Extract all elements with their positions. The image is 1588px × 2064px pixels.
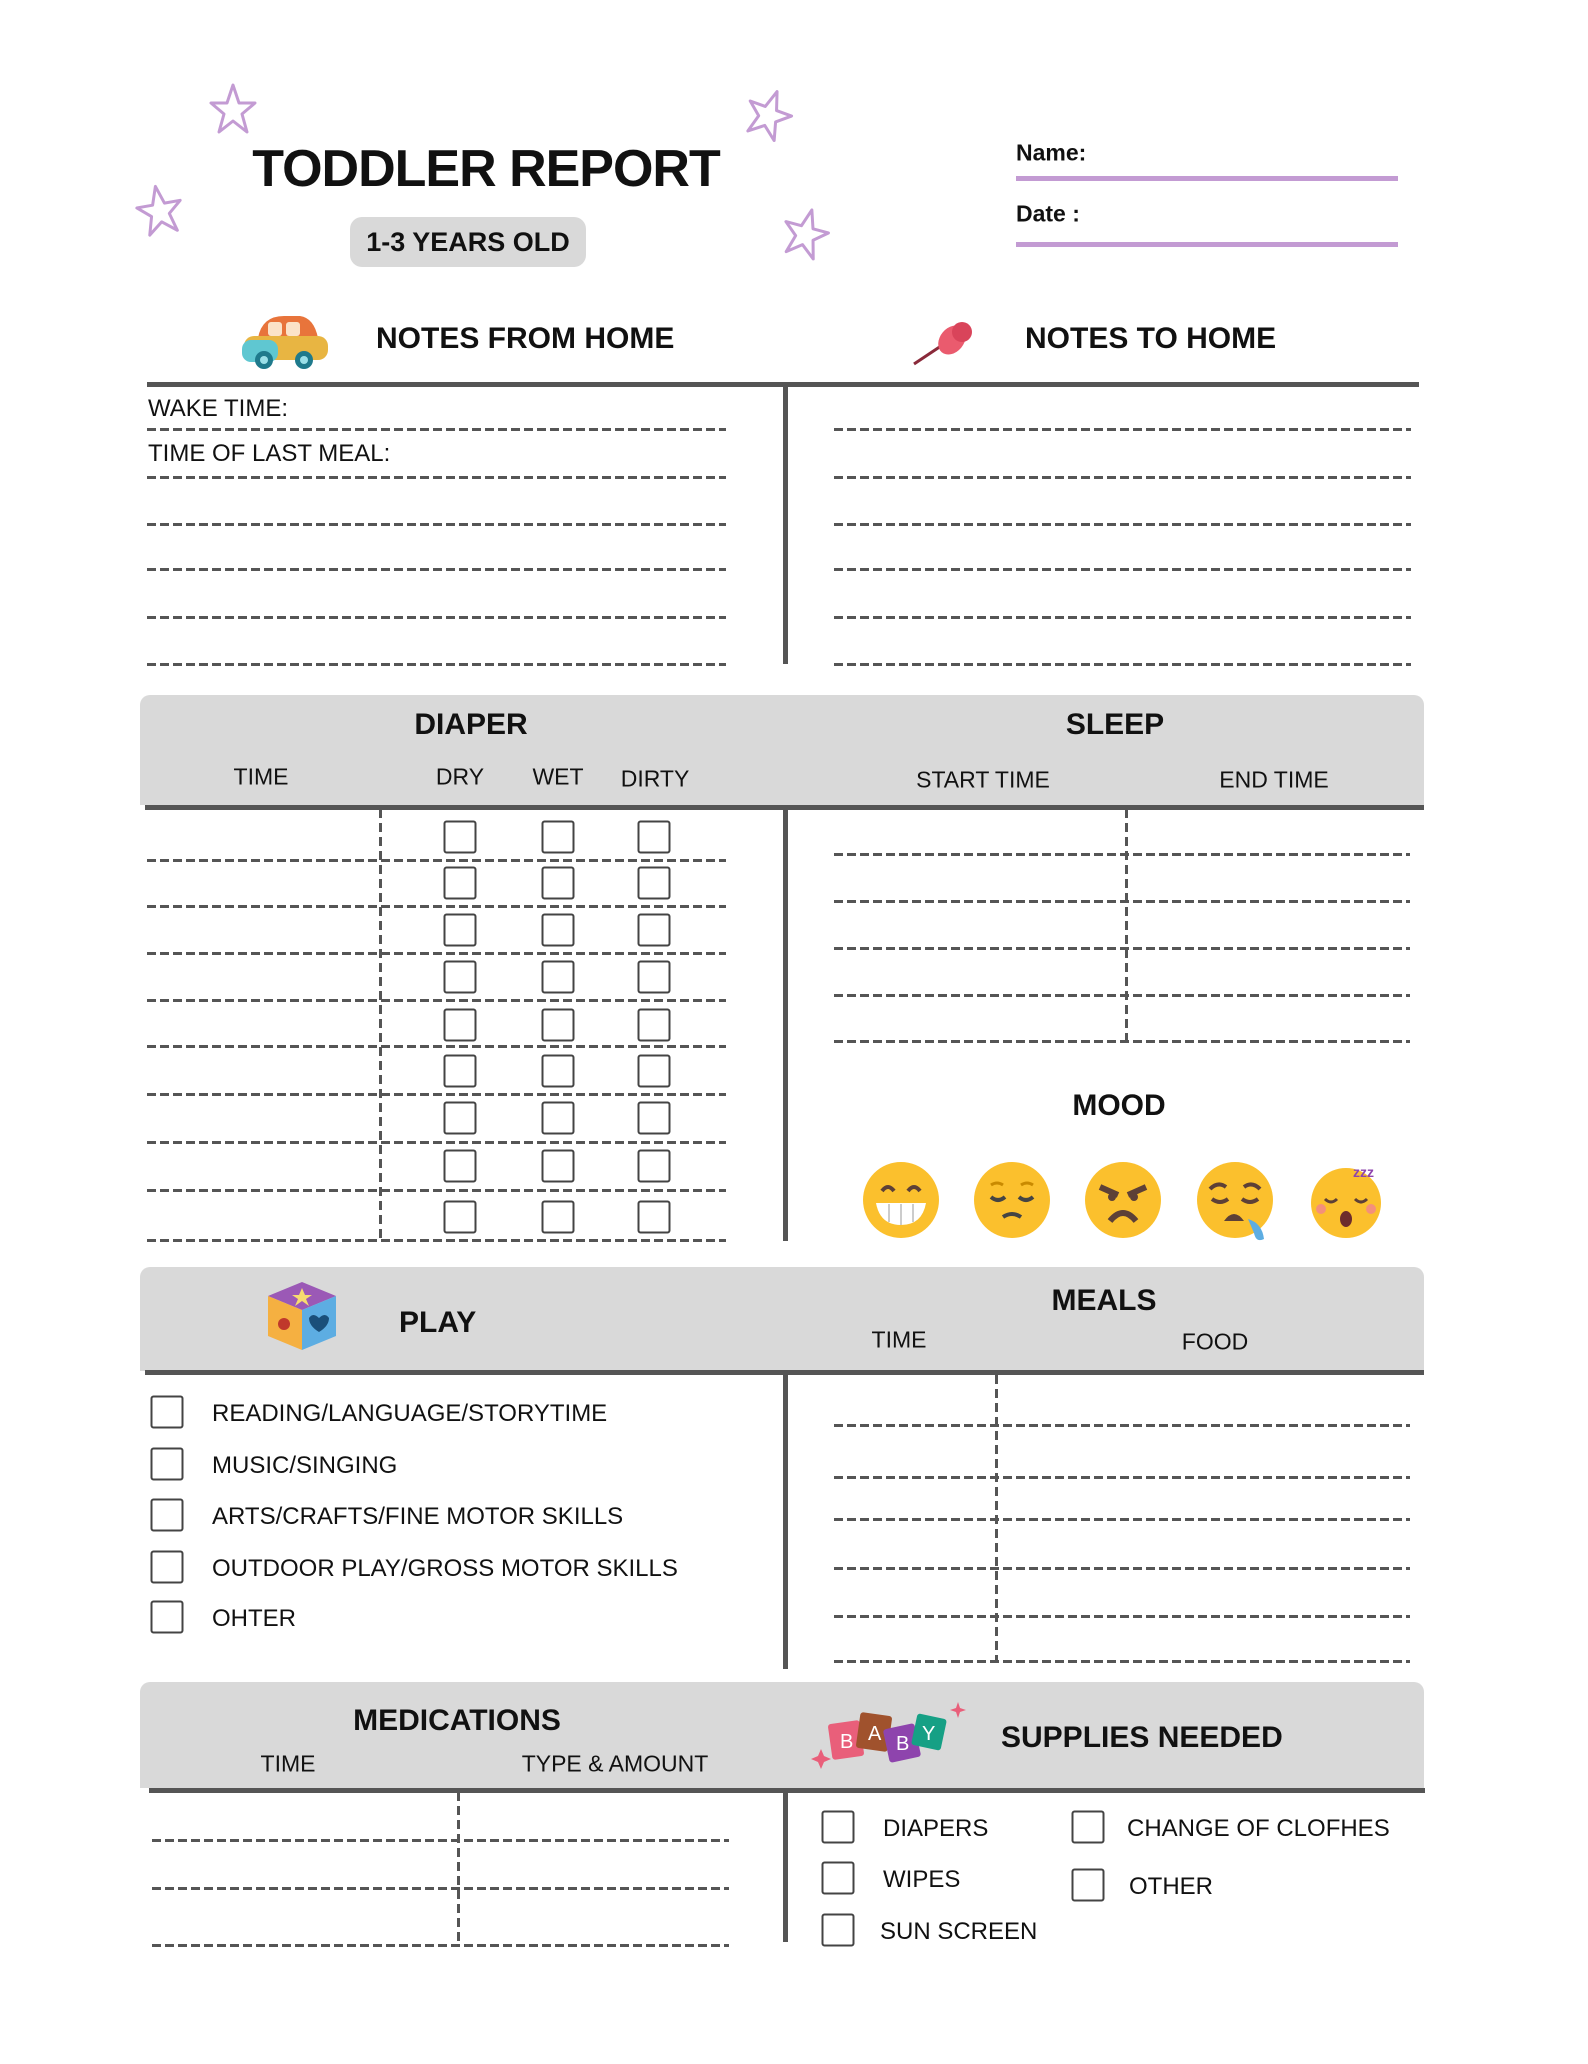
svg-text:B: B [840,1731,854,1753]
diaper-time-line[interactable] [147,952,726,955]
diaper-wet-checkbox[interactable] [542,1102,575,1135]
notes-to-home-line[interactable] [834,523,1411,526]
medication-line[interactable] [152,1887,729,1890]
svg-text:zzz: zzz [1353,1164,1374,1180]
diaper-dry-checkbox[interactable] [444,1150,477,1183]
sleep-line[interactable] [834,853,1410,856]
mood-title: MOOD [1072,1089,1166,1122]
play-checkbox[interactable] [151,1499,184,1532]
supply-item-label: OTHER [1129,1873,1213,1900]
notes-from-home-line[interactable] [147,428,726,431]
play-item-label: MUSIC/SINGING [212,1452,398,1479]
diaper-dry-checkbox[interactable] [444,821,477,854]
baby-blocks-logo [810,1700,970,1776]
grinning-face-icon[interactable] [862,1161,942,1246]
meal-line[interactable] [834,1660,1410,1663]
meds-col-time: TIME [260,1750,316,1777]
notes-from-home-line[interactable] [147,663,726,666]
diaper-dry-checkbox[interactable] [444,1201,477,1234]
diaper-time-line[interactable] [147,999,726,1002]
sleepy-face-icon[interactable] [1196,1161,1276,1246]
supplies-title: SUPPLIES NEEDED [1001,1721,1283,1754]
star-icon [209,83,257,140]
column-divider [379,809,382,1239]
diaper-dry-checkbox[interactable] [444,867,477,900]
diaper-col-wet: WET [532,763,584,790]
meds-col-type: TYPE & AMOUNT [521,1750,709,1777]
play-title: PLAY [399,1306,477,1339]
star-icon [131,180,188,244]
notes-to-home-line[interactable] [834,663,1411,666]
date-field[interactable] [1016,242,1398,247]
diaper-dry-checkbox[interactable] [444,1102,477,1135]
meal-line[interactable] [834,1615,1410,1618]
play-checkbox[interactable] [151,1448,184,1481]
column-divider [457,1792,460,1944]
diaper-dry-checkbox[interactable] [444,1055,477,1088]
meals-col-time: TIME [871,1326,927,1353]
diaper-dirty-checkbox[interactable] [638,1102,671,1135]
notes-from-home-line[interactable] [147,476,726,479]
play-item-label: OUTDOOR PLAY/GROSS MOTOR SKILLS [212,1555,678,1582]
diaper-time-line[interactable] [147,1239,726,1242]
diaper-col-dry: DRY [435,763,485,790]
diaper-time-line[interactable] [147,1189,726,1192]
diaper-wet-checkbox[interactable] [542,914,575,947]
diaper-col-time: TIME [233,763,289,790]
play-item-label: ARTS/CRAFTS/FINE MOTOR SKILLS [212,1503,624,1530]
play-item-label: OHTER [212,1605,296,1632]
meal-line[interactable] [834,1567,1410,1570]
diaper-time-line[interactable] [147,1093,726,1096]
divider [783,1792,788,1942]
wake-time-label: WAKE TIME: [148,395,289,422]
notes-to-home-line[interactable] [834,568,1411,571]
car-icon [238,310,334,372]
diaper-dirty-checkbox[interactable] [638,867,671,900]
notes-from-home-title: NOTES FROM HOME [376,322,675,355]
meals-col-food: FOOD [1181,1328,1249,1355]
diaper-wet-checkbox[interactable] [542,1150,575,1183]
diaper-title: DIAPER [414,708,528,741]
star-icon [736,82,801,152]
pensive-face-icon[interactable] [973,1161,1053,1246]
page-title: TODDLER REPORT [252,140,720,198]
diaper-time-line[interactable] [147,905,726,908]
supply-checkbox[interactable] [822,1914,855,1947]
column-divider [995,1375,998,1660]
diaper-wet-checkbox[interactable] [542,961,575,994]
sleep-col-end: END TIME [1219,766,1329,793]
diaper-dirty-checkbox[interactable] [638,1201,671,1234]
diaper-wet-checkbox[interactable] [542,867,575,900]
diaper-dirty-checkbox[interactable] [638,821,671,854]
notes-from-home-line[interactable] [147,523,726,526]
supply-checkbox[interactable] [822,1811,855,1844]
date-label: Date : [1016,200,1080,227]
notes-from-home-line[interactable] [147,568,726,571]
diaper-dry-checkbox[interactable] [444,961,477,994]
name-field[interactable] [1016,176,1398,181]
svg-text:B: B [896,1733,910,1755]
toy-block-icon [264,1278,340,1354]
divider [783,1375,788,1669]
sleep-line[interactable] [834,900,1410,903]
medications-title: MEDICATIONS [353,1704,561,1737]
sleeping-face-icon[interactable] [1307,1161,1387,1246]
diaper-time-line[interactable] [147,1141,726,1144]
diaper-dirty-checkbox[interactable] [638,1150,671,1183]
sleep-line[interactable] [834,994,1410,997]
meals-title: MEALS [1051,1284,1157,1317]
sleep-line[interactable] [834,947,1410,950]
diaper-col-dirty: DIRTY [620,765,690,792]
diaper-wet-checkbox[interactable] [542,1055,575,1088]
diaper-dirty-checkbox[interactable] [638,1055,671,1088]
supply-item-label: CHANGE OF CLOFHES [1127,1815,1390,1842]
play-item-label: READING/LANGUAGE/STORYTIME [212,1400,608,1427]
diaper-dirty-checkbox[interactable] [638,961,671,994]
diaper-dirty-checkbox[interactable] [638,1009,671,1042]
play-checkbox[interactable] [151,1396,184,1429]
diaper-wet-checkbox[interactable] [542,1201,575,1234]
notes-from-home-line[interactable] [147,616,726,619]
name-label: Name: [1016,139,1087,166]
svg-text:A: A [868,1723,882,1745]
sleep-line[interactable] [834,1040,1410,1043]
meal-line[interactable] [834,1518,1410,1521]
svg-text:Y: Y [922,1723,936,1745]
notes-to-home-line[interactable] [834,428,1411,431]
supply-item-label: DIAPERS [883,1815,989,1842]
diaper-wet-checkbox[interactable] [542,1009,575,1042]
supply-checkbox[interactable] [1072,1869,1105,1902]
supply-checkbox[interactable] [1072,1811,1105,1844]
play-checkbox[interactable] [151,1551,184,1584]
divider [783,384,788,664]
angry-face-icon[interactable] [1084,1161,1164,1246]
column-divider [1125,809,1128,1040]
supply-checkbox[interactable] [822,1862,855,1895]
last-meal-label: TIME OF LAST MEAL: [148,440,391,467]
diaper-time-line[interactable] [147,1045,726,1048]
notes-to-home-line[interactable] [834,476,1411,479]
pushpin-icon [910,318,982,368]
star-icon [774,202,835,269]
supply-item-label: WIPES [883,1866,961,1893]
medication-line[interactable] [152,1839,729,1842]
diaper-time-line[interactable] [147,859,726,862]
meal-line[interactable] [834,1424,1410,1427]
diaper-dry-checkbox[interactable] [444,914,477,947]
notes-to-home-title: NOTES TO HOME [1025,322,1277,355]
sleep-col-start: START TIME [916,766,1050,793]
age-badge: 1-3 YEARS OLD [350,217,586,267]
sleep-title: SLEEP [1065,708,1165,741]
meal-line[interactable] [834,1476,1410,1479]
diaper-dry-checkbox[interactable] [444,1009,477,1042]
notes-to-home-line[interactable] [834,616,1411,619]
divider [783,808,788,1241]
medication-line[interactable] [152,1944,729,1947]
play-checkbox[interactable] [151,1601,184,1634]
diaper-dirty-checkbox[interactable] [638,914,671,947]
supply-item-label: SUN SCREEN [880,1918,1038,1945]
diaper-wet-checkbox[interactable] [542,821,575,854]
